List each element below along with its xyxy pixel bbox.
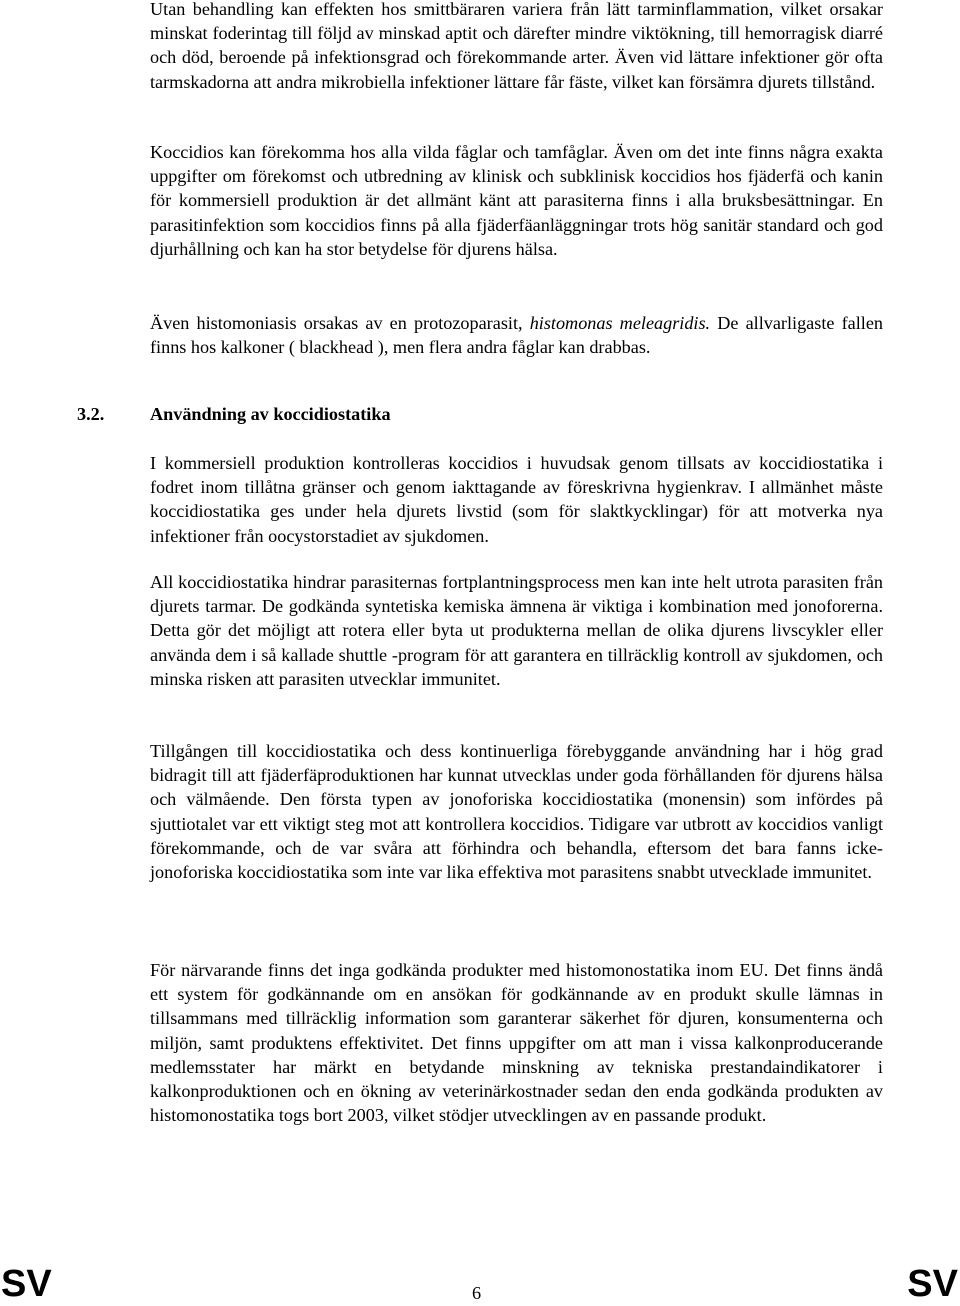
paragraph-coccidiosis-occurrence: Koccidios kan förekomma hos alla vilda fåglar och tamfåglar. Även om det inte finns några exakta uppgifter om förekomst och utbredning av klinisk och subklinisk koccidios hos fjäderfä och kanin för kommersiell produktion är det allmänt känt att parasiterna finns i alla bruksbesättningar. En parasitinfektion som koccidios finns på alla fjäderfäanläggningar trots hög sanitär standard och god djurhållning och kan ha stor betydelse för djurens hälsa.	[150, 142, 883, 259]
histomoniasis-text-end: De allvarligaste fallen finns hos kalkoner ( blackhead ), men flera andra fåglar kan drabbas.	[150, 313, 883, 358]
page-number: 6	[472, 1283, 482, 1303]
paragraph-availability: Tillgången till koccidiostatika och dess kontinuerliga förebyggande användning har i hög grad bidragit till att fjäderfäproduktionen har kunnat utvecklas under goda förhållanden för djurens hälsa och välmående. Den första typen av jonoforiska koccidiostatika (monensin) som infördes på sjuttiotalet var ett viktigt steg mot att kontrollera koccidios. Tidigare var utbrott av koccidios vanligt förekommande, och de var svåra att förhindra och behandla, eftersom det bara fanns icke-jonoforiska koccidiostatika som inte var lika effektiva mot parasitens snabbt utvecklade immunitet.	[150, 741, 883, 883]
section-number: 3.2.	[77, 404, 105, 424]
section-title: Användning av koccidiostatika	[150, 404, 391, 424]
footer-language-right: SV	[907, 1263, 958, 1305]
paragraph-histomoniasis	[150, 311, 883, 359]
paragraph-infection-effects: Utan behandling kan effekten hos smittbäraren variera från lätt tarminflammation, vilket orsakar minskat foderintag till följd av minskad aptit och därefter mindre viktökning, till hemorragisk diarré och död, beroende på infektionsgrad och förekommande arter. Även vid lättare infektioner gör ofta tarmskadorna att andra mikrobiella infektioner lättare får fäste, vilket kan försämra djurets tillstånd.	[150, 0, 883, 92]
paragraph-histomonostatics: För närvarande finns det inga godkända produkter med histomonostatika inom EU. Det finns ändå ett system för godkännande om en ansökan för godkännande av en produkt skulle lämnas in tillsammans med tillräcklig information som garanterar säkerhet för djuren, konsumenterna och miljön, samt produktens effektivitet. Det finns uppgifter om att man i vissa kalkonproducerande medlemsstater har märkt en betydande minskning av tekniska prestandaindikatorer i kalkonproduktionen och en ökning av veterinärkostnader sedan den enda godkända produkten av histomonostatika togs bort 2003, vilket stödjer utvecklingen av en passande produkt.	[150, 960, 883, 1126]
paragraph-reproduction-inhibition: All koccidiostatika hindrar parasiternas fortplantningsprocess men kan inte helt utrota parasiten från djurets tarmar. De godkända syntetiska kemiska ämnena är viktiga i kombination med jonoforerna. Detta gör det möjligt att rotera eller byta ut produkterna mellan de olika djurens livscykler eller använda dem i så kallade shuttle -program för att garantera en tillräcklig kontroll av sjukdomen, och minska risken att parasiten utvecklar immunitet.	[150, 572, 883, 689]
species-name-italic: histomonas meleagridis.	[529, 313, 711, 333]
footer-language-left: SV	[1, 1263, 52, 1305]
section-heading	[77, 404, 391, 425]
histomoniasis-text-start: Även histomoniasis orsakas av en protozoparasit,	[150, 313, 530, 333]
paragraph-commercial-control: I kommersiell produktion kontrolleras koccidios i huvudsak genom tillsats av koccidiostatika i fodret inom tillåtna gränser och genom iakttagande av föreskrivna hygienkrav. I allmänhet måste koccidiostatika ges under hela djurets livstid (som för slaktkycklingar) för att motverka nya infektioner från oocystorstadiet av sjukdomen.	[150, 453, 883, 546]
